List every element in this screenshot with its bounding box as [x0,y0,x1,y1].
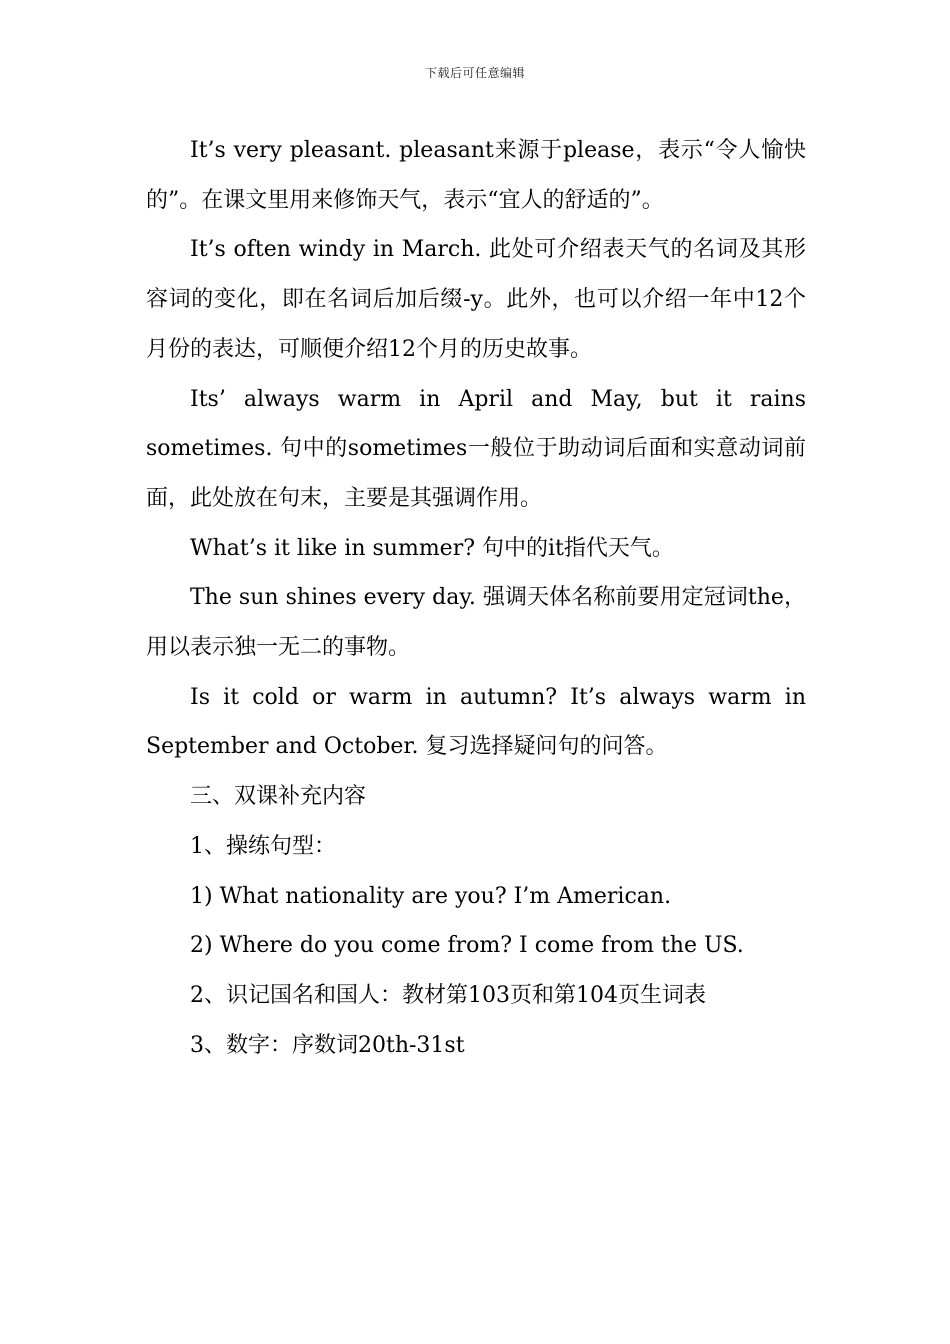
list-item-drill: 1、操练句型： [190,833,336,859]
list-item-come-from: 2) Where do you come from? I come from the US. [190,933,744,959]
page-header: 下载后可任意编辑 [424,66,525,80]
paragraph-pleasant: It’s very pleasant. pleasant来源于please，表示“令人愉快的”。在课文里用来修饰天气，表示“宜人的舒适的”。 [146,138,806,213]
list-item-ordinals: 3、数字：序数词20th-31st [190,1032,465,1058]
paragraph-sometimes: Its’ always warm in April and May, but it rains sometimes. 句中的sometimes一般位于助动词后面和实意动词前面，此处放在句末，主要是其强调作用。 [146,386,806,511]
paragraph-sun: The sun shines every day. 强调天体名称前要用定冠词the，用以表示独一无二的事物。 [146,585,806,661]
list-item-nationality: 1) What nationality are you? I’m American. [190,883,672,909]
paragraph-windy: It’s often windy in March. 此处可介绍表天气的名词及其形容词的变化，即在名词后加后缀-y。此外，也可以介绍一年中12个月份的表达，可顺便介绍12个月的历史故事。 [146,237,806,362]
section-title: 三、双课补充内容 [190,784,367,810]
paragraph-autumn: Is it cold or warm in autumn? It’s always warm in September and October. 复习选择疑问句的问答。 [146,684,806,760]
document-body [146,126,806,1070]
list-item-countries: 2、识记国名和国人：教材第103页和第104页生词表 [190,982,706,1008]
paragraph-summer: What’s it like in summer? 句中的it指代天气。 [190,535,674,561]
